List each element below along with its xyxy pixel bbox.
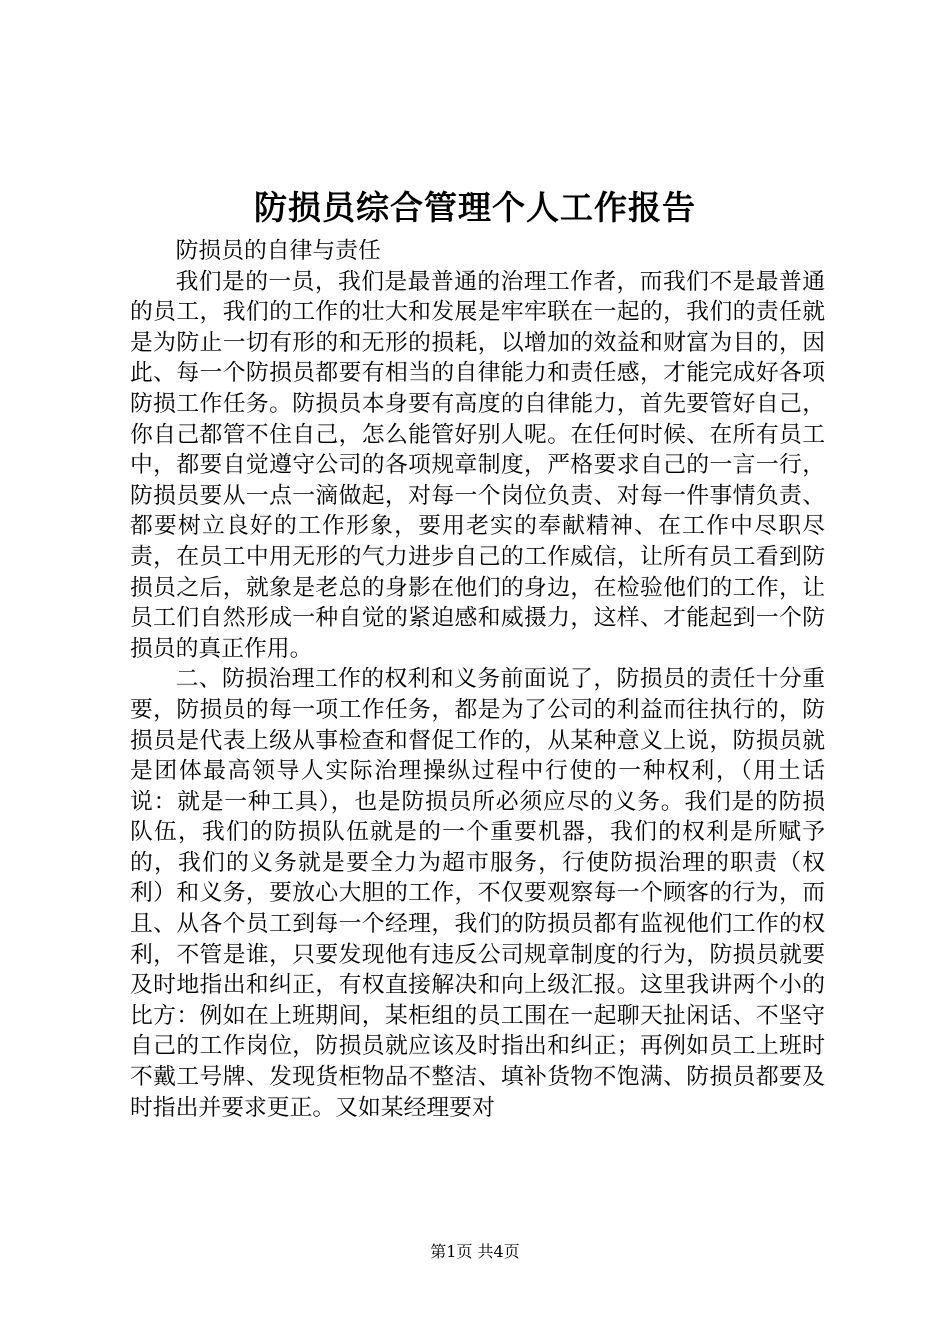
body-paragraph: 我们是的一员，我们是最普通的治理工作者，而我们不是最普通的员工，我们的工作的壮大和发展是牢牢联在一起的，我们的责任就是为防止一切有形的和无形的损耗，以增加的效益和财富为目的，因此、每一个防损员都要有相当的自律能力和责任感，才能完成好各项防损工作任务。防损员本身要有高度的自律能力，首先要管好自己，你自己都管不住自己，怎么能管好别人呢。在任何时候、在所有员工中，都要自觉遵守公司的各项规章制度，严格要求自己的一言一行，防损员要从一点一滴做起，对每一个岗位负责、对每一件事情负责、都要树立良好的工作形象，要用老实的奉献精神、在工作中尽职尽责，在员工中用无形的气力进步自己的工作威信，让所有员工看到防损员之后，就象是老总的身影在他们的身边，在检验他们的工作，让员工们自然形成一种自觉的紧迫感和威摄力，这样、才能起到一个防损员的真正作用。 (130, 268, 825, 662)
page-number-footer: 第1页 共4页 (430, 1242, 520, 1261)
section-subheading: 防损员的自律与责任 (175, 238, 381, 264)
document-title: 防损员综合管理个人工作报告 (254, 188, 696, 227)
body-paragraph: 二、防损治理工作的权利和义务前面说了，防损员的责任十分重要，防损员的每一项工作任务，都是为了公司的利益而往执行的，防损员是代表上级从事检查和督促工作的，从某种意义上说，防损员就是团体最高领导人实际治理操纵过程中行使的一种权利，（用土话说：就是一种工具），也是防损员所必须应尽的义务。我们是的防损队伍，我们的防损队伍就是的一个重要机器，我们的权利是所赋予的，我们的义务就是要全力为超市服务，行使防损治理的职责（权利）和义务，要放心大胆的工作，不仅要观察每一个顾客的行为，而且、从各个员工到每一个经理，我们的防损员都有监视他们工作的权利，不管是谁，只要发现他有违反公司规章制度的行为，防损员就要及时地指出和纠正，有权直接解决和向上级汇报。这里我讲两个小的比方：例如在上班期间，某柜组的员工围在一起聊天扯闲话、不坚守自己的工作岗位，防损员就应该及时指出和纠正；再例如员工上班时不戴工号牌、发现货柜物品不整洁、填补货物不饱满、防损员都要及时指出并要求更正。又如某经理要对 (130, 666, 825, 1121)
document-body (130, 236, 825, 1123)
